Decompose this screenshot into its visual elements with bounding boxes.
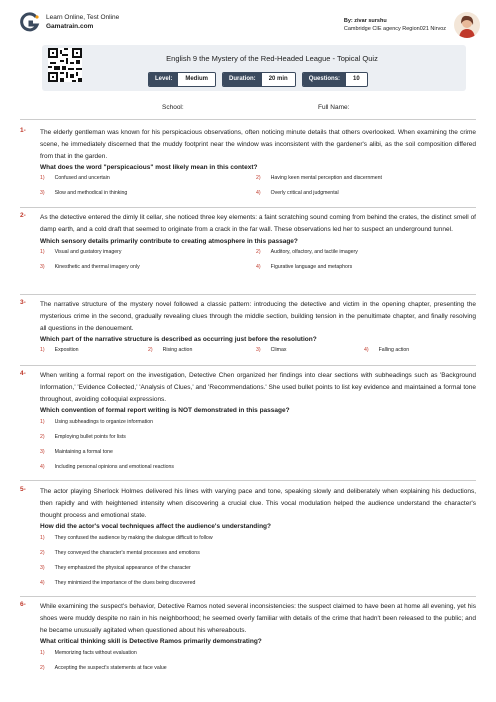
option-4[interactable]: 4) Falling action (364, 347, 410, 354)
question-passage: While examining the suspect's behavior, Detective Ramos noted several inconsistencies: the suspect claimed to have been at home all evening, yet his shoes were muddy despite no rain in his neighborhood; he seemed overly familiar with details of the crime that hadn't been released to the public; and he became unusually agitated when questioned about his whereabouts. (40, 603, 476, 634)
question-number: 2- (20, 212, 26, 219)
option-1[interactable]: 1) Confused and uncertain (40, 175, 110, 182)
option-4[interactable]: 4) Including personal opinions and emotional reactions (40, 464, 175, 471)
question-number: 5- (20, 486, 26, 493)
question-prompt: How did the actor's vocal techniques affect the audience's understanding? (40, 523, 271, 531)
questions-chip (302, 72, 368, 87)
site-url[interactable]: Gamatrain.com (46, 23, 94, 30)
question-prompt: Which convention of formal report writing is NOT demonstrated in this passage? (40, 407, 290, 415)
author-name: By: zivar surshu (343, 18, 387, 24)
option-2[interactable]: 2) Having keen mental perception and discernment (256, 175, 382, 182)
gamatrain-logo-icon (20, 12, 40, 32)
option-2[interactable]: 2) Accepting the suspect's statements at face value (40, 665, 167, 672)
question-passage: When writing a formal report on the investigation, Detective Chen organized her findings into clear sections with subheadings such as 'Background Information,' 'Evidence Collected,' 'Analysis of Clues,' and 'Recommendations.' She used bullet points to list key evidence and maintained a formal tone throughout, avoiding colloquial expressions. (40, 372, 476, 403)
divider (20, 294, 476, 295)
divider (20, 119, 476, 120)
option-2[interactable]: 2) Auditory, olfactory, and tactile imagery (256, 248, 358, 255)
author-block (344, 17, 446, 33)
option-1[interactable]: 1) Visual and gustatory imagery (40, 248, 122, 255)
option-1[interactable]: 1) Memorizing facts without evaluation (40, 650, 137, 657)
question-passage: The narrative structure of the mystery novel followed a classic pattern: introducing the detective and victim in the opening chapter, presenting the mysterious crime in the second, gradually revealing clues through the middle section, building tension in the penultimate chapter, and finally resolving all questions in the denouement. (40, 301, 476, 332)
question-number: 1- (20, 127, 26, 134)
divider (20, 480, 476, 481)
divider (20, 207, 476, 208)
duration-label: Duration: (223, 73, 262, 86)
question-1 (20, 127, 476, 201)
level-chip (148, 72, 216, 87)
option-2[interactable]: 2) Employing bullet points for lists (40, 434, 126, 441)
duration-chip (222, 72, 296, 87)
option-3[interactable]: 3) They emphasized the physical appearance of the character (40, 565, 191, 572)
site-tagline: Learn Online, Test Online (46, 14, 120, 21)
question-5 (20, 486, 476, 592)
option-3[interactable]: 3) Kinesthetic and thermal imagery only (40, 263, 140, 270)
option-1[interactable]: 1) They confused the audience by making the dialogue difficult to follow (40, 535, 213, 542)
option-4[interactable]: 4) Overly critical and judgmental (256, 190, 339, 197)
level-label: Level: (149, 73, 178, 86)
question-number: 4- (20, 370, 26, 377)
question-6 (20, 601, 476, 677)
option-1[interactable]: 1) Using subheadings to organize information (40, 419, 153, 426)
qr-code-icon (48, 48, 82, 82)
option-3[interactable]: 3) Climax (256, 347, 287, 354)
question-prompt: Which part of the narrative structure is described as occurring just before the resolution? (40, 336, 317, 344)
site-header (20, 12, 119, 32)
divider (20, 596, 476, 597)
question-number: 6- (20, 601, 26, 608)
question-number: 3- (20, 299, 26, 306)
option-4[interactable]: 4) They minimized the importance of the clues being discovered (40, 580, 196, 587)
level-value: Medium (178, 73, 215, 86)
option-2[interactable]: 2) Rising action (148, 347, 193, 354)
divider (20, 365, 476, 366)
option-3[interactable]: 3) Maintaining a formal tone (40, 449, 113, 456)
question-passage: The elderly gentleman was known for his perspicacious observations, often noticing minute details that others overlooked. When examining the crime scene, he immediately discerned that the muddy footprint near the window was inconsistent with the gardener's alibi, as the soil composition differed from that in the garden. (40, 129, 476, 160)
questions-label: Questions: (303, 73, 346, 86)
school-field[interactable]: School: (162, 104, 184, 111)
option-3[interactable]: 3) Slow and methodical in thinking (40, 190, 128, 197)
quiz-meta (148, 72, 368, 87)
full-name-field[interactable]: Full Name: (318, 104, 350, 111)
quiz-title: English 9 the Mystery of the Red-Headed League - Topical Quiz (166, 54, 378, 63)
agency-name: Cambridge CIE agency Region021 Nirvoz (343, 26, 446, 32)
question-prompt: Which sensory details primarily contribute to creating atmosphere in this passage? (40, 237, 298, 245)
avatar (454, 12, 480, 38)
question-prompt: What critical thinking skill is Detective Ramos primarily demonstrating? (40, 638, 262, 646)
questions-value: 10 (346, 73, 367, 86)
duration-value: 20 min (262, 73, 295, 86)
option-1[interactable]: 1) Exposition (40, 347, 79, 354)
option-4[interactable]: 4) Figurative language and metaphors (256, 263, 353, 270)
question-passage: As the detective entered the dimly lit cellar, she noticed three key elements: a faint scratching sound coming from behind the crates, the distinct smell of damp earth, and a cold draft that seemed to originate from a crack in the far wall. These observations led her to suspect an underground tunnel. (40, 214, 476, 233)
question-3 (20, 299, 476, 359)
question-passage: The actor playing Sherlock Holmes delivered his lines with varying pace and tone, speaking slowly and deliberately when explaining his deductions, then rapidly and with heightened intensity when discovering a crucial clue. This vocal modulation helped the audience understand the character's thought process and emotional state. (40, 488, 476, 519)
option-2[interactable]: 2) They conveyed the character's mental processes and emotions (40, 550, 200, 557)
question-4 (20, 370, 476, 476)
question-prompt: What does the word "perspicacious" most likely mean in this context? (40, 164, 258, 172)
question-2 (20, 212, 476, 275)
